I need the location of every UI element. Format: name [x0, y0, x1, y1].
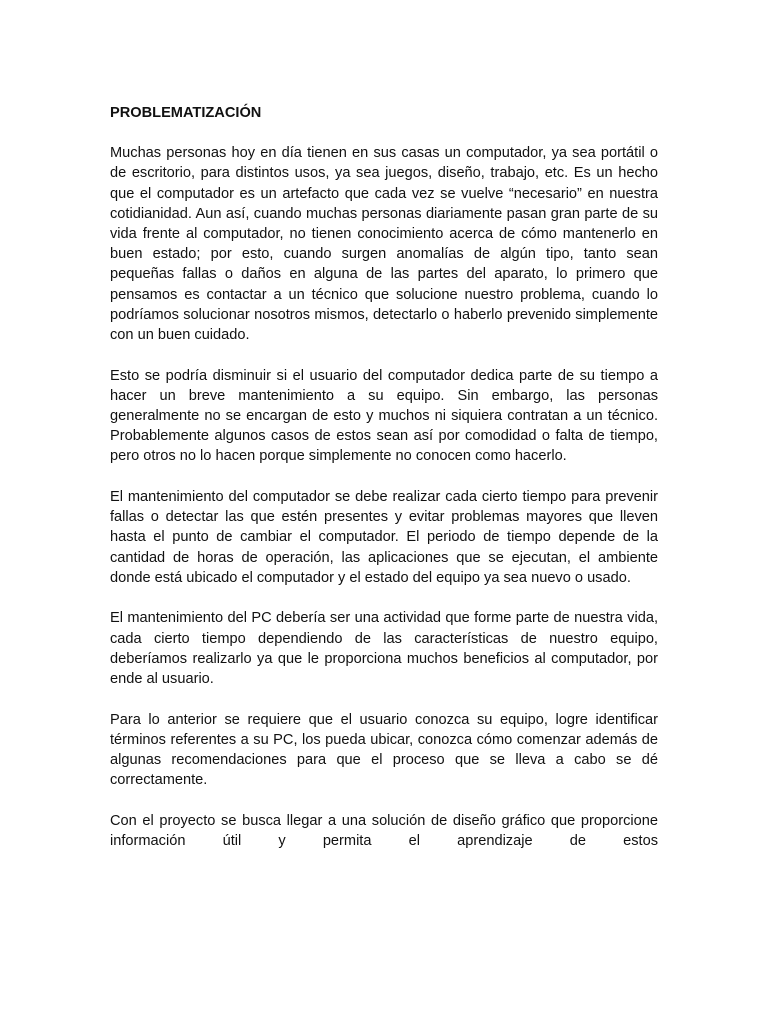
document-title: PROBLEMATIZACIÓN — [110, 105, 262, 121]
document-body — [110, 103, 658, 872]
paragraph-6: Con el proyecto se busca llegar a una solución de diseño gráfico que proporcione información útil y permita el aprendizaje de estos — [110, 812, 658, 850]
paragraph-5: Para lo anterior se requiere que el usuario conozca su equipo, logre identificar términos referentes a su PC, los pueda ubicar, conozca cómo comenzar además de algunas recomendaciones para que el proceso que se lleva a cabo se dé correctamente. — [110, 711, 658, 789]
paragraph-1: Muchas personas hoy en día tienen en sus casas un computador, ya sea portátil o de escritorio, para distintos usos, ya sea juegos, diseño, trabajo, etc. Es un hecho que el computador es un artefacto que cada vez se vuelve “necesario” en nuestra cotidianidad. Aun así, cuando muchas personas diariamente pasan gran parte de su vida frente al computador, no tienen conocimiento acerca de cómo mantenerlo en buen estado; por esto, cuando surgen anomalías de algún tipo, tanto sean pequeñas fallas o daños en alguna de las partes del aparato, lo primero que pensamos es contactar a un técnico que solucione nuestro problema, cuando lo podríamos solucionar nosotros mismos, detectarlo o haberlo prevenido simplemente con un buen cuidado. — [110, 145, 658, 344]
paragraph-4: El mantenimiento del PC debería ser una actividad que forme parte de nuestra vida, cada cierto tiempo dependiendo de las características de nuestro equipo, deberíamos realizarlo ya que le proporciona muchos beneficios al computador, por ende al usuario. — [110, 610, 658, 688]
paragraph-3: El mantenimiento del computador se debe realizar cada cierto tiempo para prevenir fallas o detectar las que estén presentes y evitar problemas mayores que lleven hasta el punto de cambiar el computador. El periodo de tiempo depende de la cantidad de horas de operación, las aplicaciones que se ejecutan, el ambiente donde está ubicado el computador y el estado del equipo ya sea nuevo o usado. — [110, 489, 658, 586]
paragraph-2: Esto se podría disminuir si el usuario del computador dedica parte de su tiempo a hacer un breve mantenimiento a su equipo. Sin embargo, las personas generalmente no se encargan de esto y muchos ni siquiera contratan a un técnico. Probablemente algunos casos de estos sean así por comodidad o falta de tiempo, pero otros no lo hacen porque simplemente no conocen como hacerlo. — [110, 367, 658, 465]
